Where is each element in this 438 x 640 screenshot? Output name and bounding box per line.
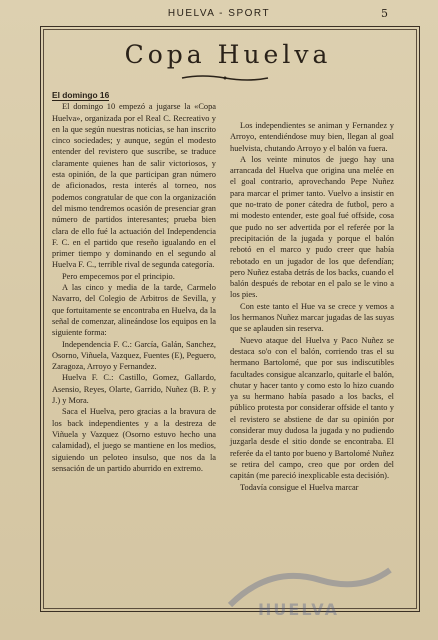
paragraph: A los veinte minutos de juego hay una arrancada del Huelva que origina una melée en el goal contrario, aprovechando Pepe Nuñez para marcar el primer tanto. Vuelvo a insistir en que no-trato de poner cátedra de futbol, pero a mi modesto entender, este goal fué offside, cosa que pudo no ser advertida por el referée por la precipitación de la jugada y porque el balón rebotó en el marco y pudo creer que había rebotado en un jugador de los que defendían; pero Nuñez estaba detrás de los backs, cuando el balón después de rebotar en el palo se le vino a los pies. — [230, 154, 394, 300]
paragraph: Independencia F. C.: García, Galán, Sanchez, Osorno, Viñuela, Vazquez, Fuentes (E), Peguero, Zaragoza, Arroyo y Fernandez. — [52, 339, 216, 372]
paragraph: Pero empecemos por el principio. — [62, 271, 175, 281]
subhead-line — [52, 90, 216, 101]
paragraph: Saca el Huelva, pero gracias a la bravura de los back independientes y a la destreza de Viñuela y Vazquez (Osorno estuvo hecho una calamidad), el juego se mantiene en los medios, siguiendo un peloteo insulso, que nos da la sensación de un partido aburrido en extremo. — [52, 407, 216, 473]
title-ornament-icon — [180, 74, 270, 82]
article-subhead: El domingo 16 — [52, 90, 110, 100]
watermark-text: HUELVA — [258, 600, 339, 619]
paragraph: Con este tanto el Hue va se crece y vemos a los hermanos Nuñez marcar jugadas de las suyas que se aplauden sin reserva. — [230, 301, 394, 334]
paragraph: Huelva F. C.: Castillo, Gomez, Gallardo, Asensio, Reyes, Olarte, Garrido, Nuñez (B. P. y J.) y Mora. — [52, 373, 216, 406]
article-title: Copa Huelva — [124, 40, 332, 69]
paragraph: Los independientes se animan y Fernandez y Arroyo, entendiéndose muy bien, llegan al goal huelvista, chutando Arroyo y el balón va fuera. — [230, 121, 394, 153]
paragraph: Nuevo ataque del Huelva y Paco Nuñez se destaca so'o con el balón, corriendo tras el su hermano Bartolomé, que por sus indiscutibles facultades consigue alcanzarlo, quitarle el balón, chutar y hacer tanto y como esto lo hizo cuando ya su hermano había pasado a los backs, el público protesta por considerar offside el tanto y el revistero se abstiene de dar su opinión por considerar muy dudosa la jugada y no pudiendo juzgarla desde el sitio donde se encontraba. El referée da el tanto por bueno y Bartolomé Nuñez se retira del campo, creo que por orden del capitán (me pareció inexplicable esta decisión). — [230, 335, 394, 481]
page-number: 5 — [381, 7, 388, 20]
paragraph: Todavía consigue el Huelva marcar — [240, 482, 359, 492]
paragraph: El domingo 10 empezó a jugarse la «Copa Huelva», organizada por el Real C. Recreativo y en la que según nuestras noticias, se han inscrito cinco sociedades; y aunque, según el modesto entender del revistero que suscribe, se traduce claramente quienes han de salir victoriosos, y esta opinión, de la que participan gran número de aficionados, resta interés al torneo, nos podemos congratular de que con la organización del mismo tendremos ocasión de presenciar gran número de partidos interesantes; prueba bien clara de ello fué la actuación del Independencia F. C. en el partido que reseño igualando en el primer tiempo y dominando en el segundo al Huelva F. C., terrible rival de segunda categoría. — [52, 102, 216, 270]
left-column — [52, 90, 216, 474]
page-header — [0, 8, 438, 24]
magazine-title: HUELVA - SPORT — [167, 8, 271, 19]
right-column — [230, 120, 394, 493]
paragraph: A las cinco y media de la tarde, Carmelo Navarro, del Colegio de Arbitros de Sevilla, y que fortuitamente se encontraba en Huelva, da la señal de comenzar, alineándose los equipos en la siguiente forma: — [52, 283, 216, 338]
